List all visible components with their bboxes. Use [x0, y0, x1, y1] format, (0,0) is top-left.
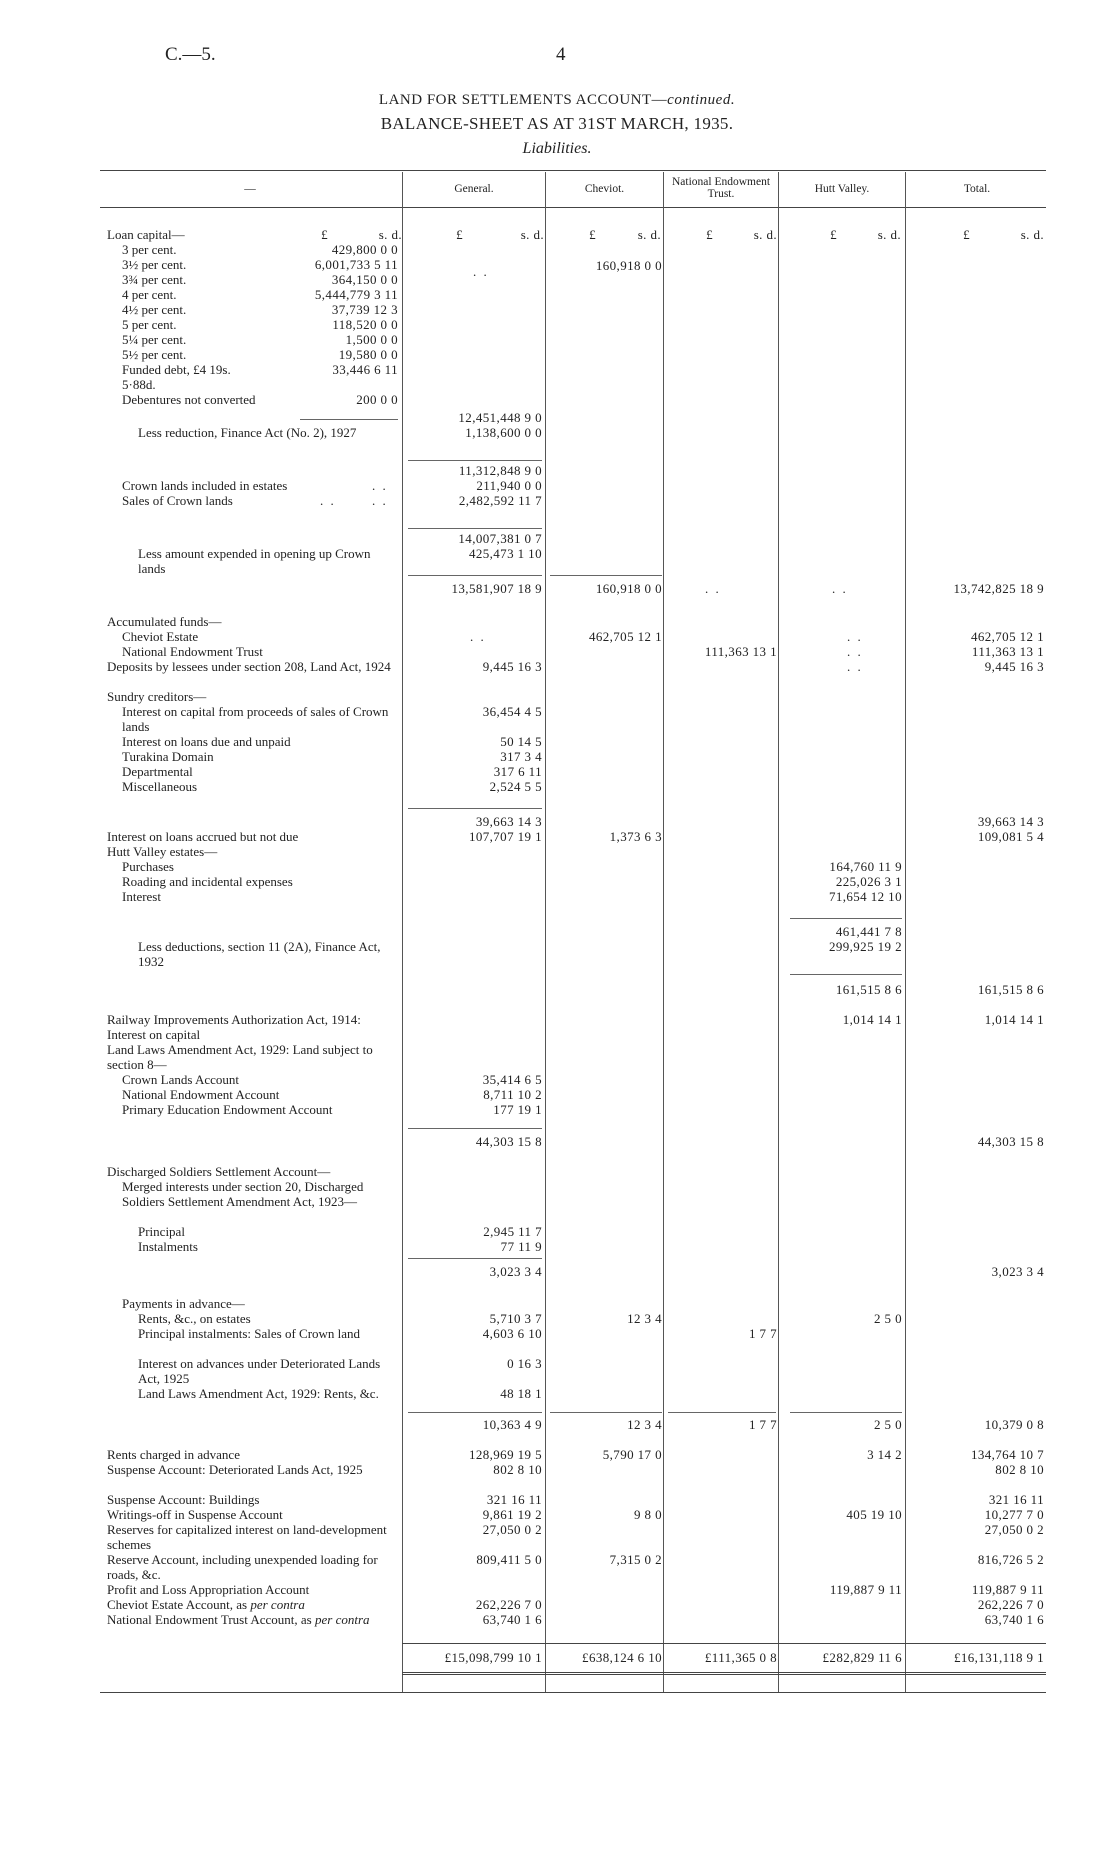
- pound-sign: £: [830, 227, 837, 242]
- subtotal-rule: [408, 1412, 542, 1413]
- leader-dots: . .: [470, 629, 486, 644]
- loan-rate-value: 33,446 6 11: [332, 362, 398, 377]
- subtotal-rule: [668, 1412, 776, 1413]
- total-amount: 63,740 1 6: [984, 1612, 1044, 1627]
- general-amount: 9,861 19 2: [482, 1507, 542, 1522]
- cheviot-amount: 12 3 4: [627, 1311, 662, 1326]
- row-label: Reserve Account, including unexpended loading for roads, &c.: [107, 1552, 378, 1582]
- row-label: Land Laws Amendment Act, 1929: Rents, &c.: [138, 1386, 379, 1401]
- grand-total-hutt-valley: £282,829 11 6: [822, 1650, 902, 1665]
- grand-total-cheviot: £638,124 6 10: [582, 1650, 662, 1665]
- general-amount: 77 11 9: [500, 1239, 542, 1254]
- row-label: Primary Education Endowment Account: [122, 1102, 333, 1117]
- row-label: Sales of Crown lands: [122, 493, 233, 508]
- loan-rate-label: 3½ per cent.: [122, 257, 187, 272]
- general-amount: 63,740 1 6: [482, 1612, 542, 1627]
- row-label: Interest on capital from proceeds of sales of Crown lands: [122, 704, 389, 734]
- national-endowment-amount: 1 7 7: [749, 1326, 777, 1341]
- column-divider: [905, 172, 906, 1692]
- column-header-general: General.: [454, 183, 494, 195]
- loan-rate-label: 4 per cent.: [122, 287, 177, 302]
- section-heading: Accumulated funds—: [107, 614, 222, 629]
- shillings-pence-head: s. d.: [1020, 227, 1044, 242]
- row-label: Principal: [138, 1224, 185, 1239]
- loan-rate-value: 118,520 0 0: [332, 317, 398, 332]
- hutt-valley-amount: 299,925 19 2: [828, 939, 902, 954]
- row-label: Less reduction, Finance Act (No. 2), 1927: [138, 425, 357, 440]
- leader-dots: . .: [473, 264, 489, 279]
- cheviot-amount: 9 8 0: [634, 1507, 662, 1522]
- row-label: Suspense Account: Buildings: [107, 1492, 260, 1507]
- leader-dots: . .: [372, 478, 388, 493]
- total-amount: 462,705 12 1: [970, 629, 1044, 644]
- subtotal-rule: [790, 918, 902, 919]
- column-header-national-endowment: National Endowment Trust.: [671, 176, 771, 200]
- subtotal-rule: [408, 808, 542, 809]
- row-label: Interest on advances under Deteriorated Lands Act, 1925: [138, 1356, 381, 1386]
- section-heading: Hutt Valley estates—: [107, 844, 218, 859]
- general-amount: 425,473 1 10: [468, 546, 542, 561]
- cheviot-amount: 12 3 4: [627, 1417, 662, 1432]
- pound-sign: £: [589, 227, 596, 242]
- loan-rate-label: Funded debt, £4 19s. 5·88d.: [122, 362, 231, 392]
- hutt-valley-amount: 461,441 7 8: [835, 924, 902, 939]
- general-amount: 13,581,907 18 9: [451, 581, 542, 596]
- total-amount: 134,764 10 7: [970, 1447, 1044, 1462]
- row-label: Suspense Account: Deteriorated Lands Act, 1925: [107, 1462, 363, 1477]
- subtotal-rule: [408, 1258, 542, 1259]
- totals-top-rule: [402, 1643, 1046, 1644]
- row-label: National Endowment Account: [122, 1087, 280, 1102]
- total-amount: 39,663 14 3: [977, 814, 1044, 829]
- general-amount: 44,303 15 8: [475, 1134, 542, 1149]
- hutt-valley-amount: 161,515 8 6: [835, 982, 902, 997]
- column-divider: [778, 172, 779, 1692]
- row-label: Interest: [122, 889, 161, 904]
- total-amount: 13,742,825 18 9: [953, 581, 1044, 596]
- grand-total-total: £16,131,118 9 1: [953, 1650, 1044, 1665]
- national-endowment-amount: 1 7 7: [749, 1417, 777, 1432]
- loan-rate-label: 3 per cent.: [122, 242, 177, 257]
- row-label: National Endowment Trust Account, as per contra: [107, 1612, 370, 1627]
- page-number: 4: [556, 44, 566, 65]
- general-amount: 317 3 4: [500, 749, 542, 764]
- row-label: Less amount expended in opening up Crown lands: [138, 546, 371, 576]
- pound-sign: £: [706, 227, 713, 242]
- liabilities-title: Liabilities.: [522, 140, 592, 157]
- cheviot-amount: 7,315 0 2: [609, 1552, 662, 1567]
- general-amount: 262,226 7 0: [475, 1597, 542, 1612]
- row-label: Cheviot Estate Account, as per contra: [107, 1597, 305, 1612]
- row-label: Rents charged in advance: [107, 1447, 240, 1462]
- general-amount: 9,445 16 3: [482, 659, 542, 674]
- section-heading: Land Laws Amendment Act, 1929: Land subject to section 8—: [107, 1042, 373, 1072]
- row-label: Cheviot Estate: [122, 629, 199, 644]
- general-amount: 8,711 10 2: [483, 1087, 542, 1102]
- total-amount: 161,515 8 6: [977, 982, 1044, 997]
- general-amount: 0 16 3: [507, 1356, 542, 1371]
- leader-dots: . .: [832, 581, 848, 596]
- row-label: Purchases: [122, 859, 174, 874]
- pound-sign: £: [963, 227, 970, 242]
- loan-rate-value: 6,001,733 5 11: [314, 257, 398, 272]
- subtotal-rule: [408, 1128, 542, 1129]
- shillings-pence-head: s. d.: [520, 227, 544, 242]
- cheviot-amount: 1,373 6 3: [609, 829, 662, 844]
- loan-rate-value: 37,739 12 3: [331, 302, 398, 317]
- national-endowment-amount: 111,363 13 1: [704, 644, 777, 659]
- leader-dots: . .: [320, 493, 336, 508]
- row-label: Turakina Domain: [122, 749, 214, 764]
- subtotal-rule: [408, 528, 542, 529]
- hutt-valley-amount: 2 5 0: [874, 1417, 902, 1432]
- general-amount: 35,414 6 5: [482, 1072, 542, 1087]
- general-amount: 107,707 19 1: [468, 829, 542, 844]
- column-divider: [545, 172, 546, 1692]
- section-heading: Sundry creditors—: [107, 689, 207, 704]
- loan-rate-value: 429,800 0 0: [331, 242, 398, 257]
- section-heading: Payments in advance—: [122, 1296, 245, 1311]
- row-label: National Endowment Trust: [122, 644, 263, 659]
- total-amount: 109,081 5 4: [977, 829, 1044, 844]
- cheviot-amount: 160,918 0 0: [595, 581, 662, 596]
- loan-rate-label: 5 per cent.: [122, 317, 177, 332]
- grand-total-national-endowment: £111,365 0 8: [704, 1650, 777, 1665]
- general-amount: 128,969 19 5: [468, 1447, 542, 1462]
- cheviot-amount: 160,918 0 0: [595, 258, 662, 273]
- table-top-rule: [100, 170, 1046, 171]
- total-amount: 262,226 7 0: [977, 1597, 1044, 1612]
- general-amount: 4,603 6 10: [482, 1326, 542, 1341]
- row-label: Interest on loans accrued but not due: [107, 829, 299, 844]
- loan-rate-label: 5¼ per cent.: [122, 332, 187, 347]
- leader-dots: . .: [847, 644, 863, 659]
- general-amount: 3,023 3 4: [489, 1264, 542, 1279]
- hutt-valley-amount: 225,026 3 1: [835, 874, 902, 889]
- row-label: Crown Lands Account: [122, 1072, 239, 1087]
- general-amount: 317 6 11: [493, 764, 542, 779]
- loan-rate-label: 5½ per cent.: [122, 347, 187, 362]
- loan-rate-value: 200 0 0: [356, 392, 398, 407]
- general-amount: 211,940 0 0: [476, 478, 542, 493]
- general-amount: 50 14 5: [500, 734, 542, 749]
- account-title: LAND FOR SETTLEMENTS ACCOUNT—continued.: [378, 92, 736, 108]
- row-label: Less deductions, section 11 (2A), Finance Act, 1932: [138, 939, 381, 969]
- total-amount: 27,050 0 2: [984, 1522, 1044, 1537]
- shillings-pence-head: s. d.: [877, 227, 901, 242]
- section-heading: Discharged Soldiers Settlement Account—: [107, 1164, 331, 1179]
- hutt-valley-amount: 119,887 9 11: [829, 1582, 902, 1597]
- subtotal-rule: [300, 419, 398, 420]
- subtotal-rule: [790, 1412, 902, 1413]
- column-divider: [402, 172, 403, 1692]
- shillings-pence-head: s. d.: [637, 227, 661, 242]
- column-header-total: Total.: [963, 183, 991, 195]
- row-label: Deposits by lessees under section 208, Land Act, 1924: [107, 659, 391, 674]
- subtotal-rule: [550, 575, 662, 576]
- total-amount: 10,379 0 8: [984, 1417, 1044, 1432]
- general-amount: 39,663 14 3: [475, 814, 542, 829]
- general-amount: 2,524 5 5: [489, 779, 542, 794]
- grand-total-general: £15,098,799 10 1: [444, 1650, 542, 1665]
- totals-double-rule: [402, 1672, 1046, 1675]
- general-amount: 5,710 3 7: [489, 1311, 542, 1326]
- general-amount: 11,312,848 9 0: [458, 463, 542, 478]
- shillings-pence-head: s. d.: [378, 227, 402, 242]
- general-amount: 10,363 4 9: [482, 1417, 542, 1432]
- loan-rate-label: Debentures not converted: [122, 392, 256, 407]
- subtotal-rule: [790, 974, 902, 975]
- row-label: Departmental: [122, 764, 193, 779]
- general-amount: 177 19 1: [493, 1102, 542, 1117]
- hutt-valley-amount: 2 5 0: [874, 1311, 902, 1326]
- total-amount: 1,014 14 1: [984, 1012, 1044, 1027]
- pound-sign: £: [456, 227, 463, 242]
- subtotal-rule: [408, 575, 542, 576]
- hutt-valley-amount: 1,014 14 1: [842, 1012, 902, 1027]
- general-amount: 48 18 1: [500, 1386, 542, 1401]
- loan-rate-label: 3¾ per cent.: [122, 272, 187, 287]
- column-header-cheviot: Cheviot.: [584, 183, 625, 195]
- general-amount: 12,451,448 9 0: [458, 410, 542, 425]
- general-amount: 321 16 11: [486, 1492, 542, 1507]
- total-amount: 816,726 5 2: [977, 1552, 1044, 1567]
- page-reference: C.—5.: [165, 44, 216, 65]
- row-label: Principal instalments: Sales of Crown land: [138, 1326, 361, 1341]
- general-amount: 2,945 11 7: [483, 1224, 542, 1239]
- balance-sheet-title: BALANCE-SHEET AS AT 31ST MARCH, 1935.: [380, 114, 734, 133]
- hutt-valley-amount: 71,654 12 10: [828, 889, 902, 904]
- total-amount: 321 16 11: [988, 1492, 1044, 1507]
- total-amount: 111,363 13 1: [971, 644, 1044, 659]
- row-label: Merged interests under section 20, Discharged Soldiers Settlement Amendment Act, 1923—: [122, 1179, 364, 1209]
- total-amount: 10,277 7 0: [984, 1507, 1044, 1522]
- subtotal-rule: [550, 1412, 662, 1413]
- row-label: Roading and incidental expenses: [122, 874, 293, 889]
- leader-dots: . .: [847, 659, 863, 674]
- general-amount: 802 8 10: [493, 1462, 542, 1477]
- pound-sign: £: [321, 227, 328, 242]
- total-amount: 3,023 3 4: [991, 1264, 1044, 1279]
- row-label: Crown lands included in estates: [122, 478, 288, 493]
- hutt-valley-amount: 164,760 11 9: [829, 859, 902, 874]
- total-amount: 119,887 9 11: [971, 1582, 1044, 1597]
- total-amount: 802 8 10: [995, 1462, 1044, 1477]
- leader-dots: . .: [705, 581, 721, 596]
- hutt-valley-amount: 3 14 2: [867, 1447, 902, 1462]
- general-amount: 809,411 5 0: [476, 1552, 542, 1567]
- leader-dots: . .: [372, 493, 388, 508]
- column-header-description: —: [244, 183, 256, 195]
- total-amount: 44,303 15 8: [977, 1134, 1044, 1149]
- loan-rate-label: 4½ per cent.: [122, 302, 187, 317]
- total-amount: 9,445 16 3: [984, 659, 1044, 674]
- row-label: Railway Improvements Authorization Act, 1914: Interest on capital: [107, 1012, 361, 1042]
- general-amount: 2,482,592 11 7: [458, 493, 542, 508]
- loan-rate-value: 19,580 0 0: [338, 347, 398, 362]
- row-label: Profit and Loss Appropriation Account: [107, 1582, 310, 1597]
- general-amount: 1,138,600 0 0: [465, 425, 542, 440]
- table-bottom-rule: [100, 1692, 1046, 1693]
- general-amount: 14,007,381 0 7: [458, 531, 542, 546]
- row-label: Miscellaneous: [122, 779, 198, 794]
- row-label: Rents, &c., on estates: [138, 1311, 251, 1326]
- row-label: Writings-off in Suspense Account: [107, 1507, 283, 1522]
- loan-rate-value: 5,444,779 3 11: [314, 287, 398, 302]
- row-label: Instalments: [138, 1239, 198, 1254]
- column-divider: [663, 172, 664, 1692]
- loan-rate-value: 1,500 0 0: [345, 332, 398, 347]
- general-amount: 27,050 0 2: [482, 1522, 542, 1537]
- hutt-valley-amount: 405 19 10: [846, 1507, 902, 1522]
- leader-dots: . .: [847, 629, 863, 644]
- row-label: Interest on loans due and unpaid: [122, 734, 291, 749]
- general-amount: 36,454 4 5: [482, 704, 542, 719]
- row-label: Reserves for capitalized interest on land-development schemes: [107, 1522, 387, 1552]
- loan-capital-heading: Loan capital—: [107, 227, 185, 242]
- cheviot-amount: 5,790 17 0: [602, 1447, 662, 1462]
- subtotal-rule: [408, 460, 542, 461]
- loan-rate-value: 364,150 0 0: [331, 272, 398, 287]
- shillings-pence-head: s. d.: [753, 227, 777, 242]
- column-header-hutt-valley: Hutt Valley.: [814, 183, 870, 195]
- cheviot-amount: 462,705 12 1: [588, 629, 662, 644]
